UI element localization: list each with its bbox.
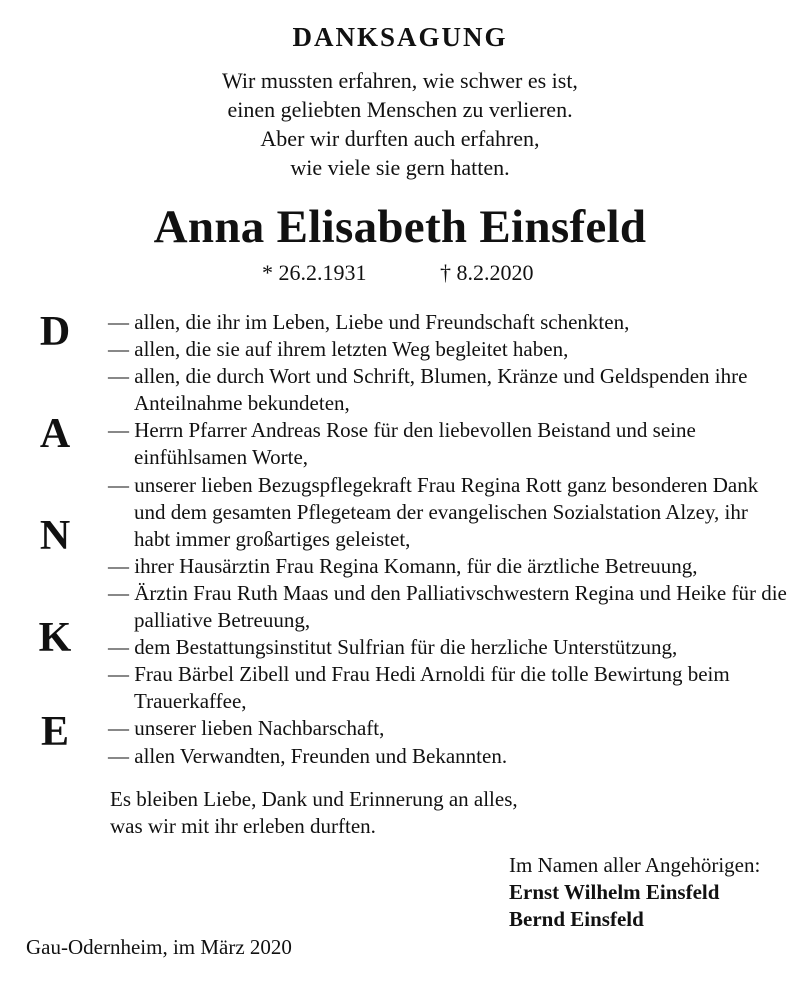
thanks-item: — dem Bestattungsinstitut Sulfrian für die herzliche Unterstützung,	[108, 635, 678, 660]
signature-intro: Im Namen aller Angehörigen:	[509, 853, 761, 877]
closing-text	[110, 786, 518, 840]
thanks-item: — unserer lieben Bezugspflegekraft Frau Regina Rott ganz besonderen Dank und dem gesamten Pflegeteam der evangelischen Sozialstation Alzey, ihr habt immer großartiges geleistet,	[108, 472, 759, 551]
thanks-list	[108, 309, 788, 770]
life-dates	[0, 260, 800, 290]
thanks-item: — unserer lieben Nachbarschaft,	[108, 716, 385, 741]
intro-line: wie viele sie gern hatten.	[290, 155, 510, 180]
intro-line: Wir mussten erfahren, wie schwer es ist,	[222, 68, 578, 93]
danke-letter: E	[40, 709, 69, 755]
danke-letter: A	[39, 411, 71, 457]
thanks-item: — allen, die sie auf ihrem letzten Weg begleitet haben,	[108, 337, 569, 362]
signature-name: Ernst Wilhelm Einsfeld	[509, 880, 720, 904]
thanks-item: — Herrn Pfarrer Andreas Rose für den liebevollen Beistand und seine einfühlsamen Worte,	[108, 418, 696, 470]
deceased-name: Anna Elisabeth Einsfeld	[153, 201, 647, 253]
thanks-item: — allen Verwandten, Freunden und Bekannten.	[108, 743, 508, 768]
thanks-item: — allen, die ihr im Leben, Liebe und Freundschaft schenkten,	[108, 310, 630, 334]
intro-line: Aber wir durften auch erfahren,	[260, 126, 540, 151]
thanks-item: — ihrer Hausärztin Frau Regina Komann, für die ärztliche Betreuung,	[108, 553, 698, 578]
intro-line: einen geliebten Menschen zu verlieren.	[227, 97, 573, 122]
death-date: † 8.2.2020	[440, 260, 534, 285]
signature-name: Bernd Einsfeld	[509, 907, 644, 931]
signature-block	[509, 852, 760, 933]
birth-date: * 26.2.1931	[262, 260, 367, 285]
closing-line: was wir mit ihr erleben durften.	[110, 814, 376, 838]
thanks-item: — allen, die durch Wort und Schrift, Blumen, Kränze und Geldspenden ihre Anteilnahme bekundeten,	[108, 364, 748, 416]
notice-heading: DANKSAGUNG	[292, 22, 508, 52]
danke-letter: D	[39, 309, 71, 355]
closing-line: Es bleiben Liebe, Dank und Erinnerung an alles,	[110, 787, 518, 811]
thanks-item: — Frau Bärbel Zibell und Frau Hedi Arnoldi für die tolle Bewirtung beim Trauerkaffee,	[108, 662, 730, 714]
intro-verse	[0, 66, 800, 182]
danke-letter: K	[38, 615, 72, 661]
place-date: Gau-Odernheim, im März 2020	[26, 935, 292, 959]
danke-letter: N	[39, 513, 71, 559]
thanks-item: — Ärztin Frau Ruth Maas und den Palliativschwestern Regina und Heike für die palliative Betreuung,	[108, 580, 787, 633]
